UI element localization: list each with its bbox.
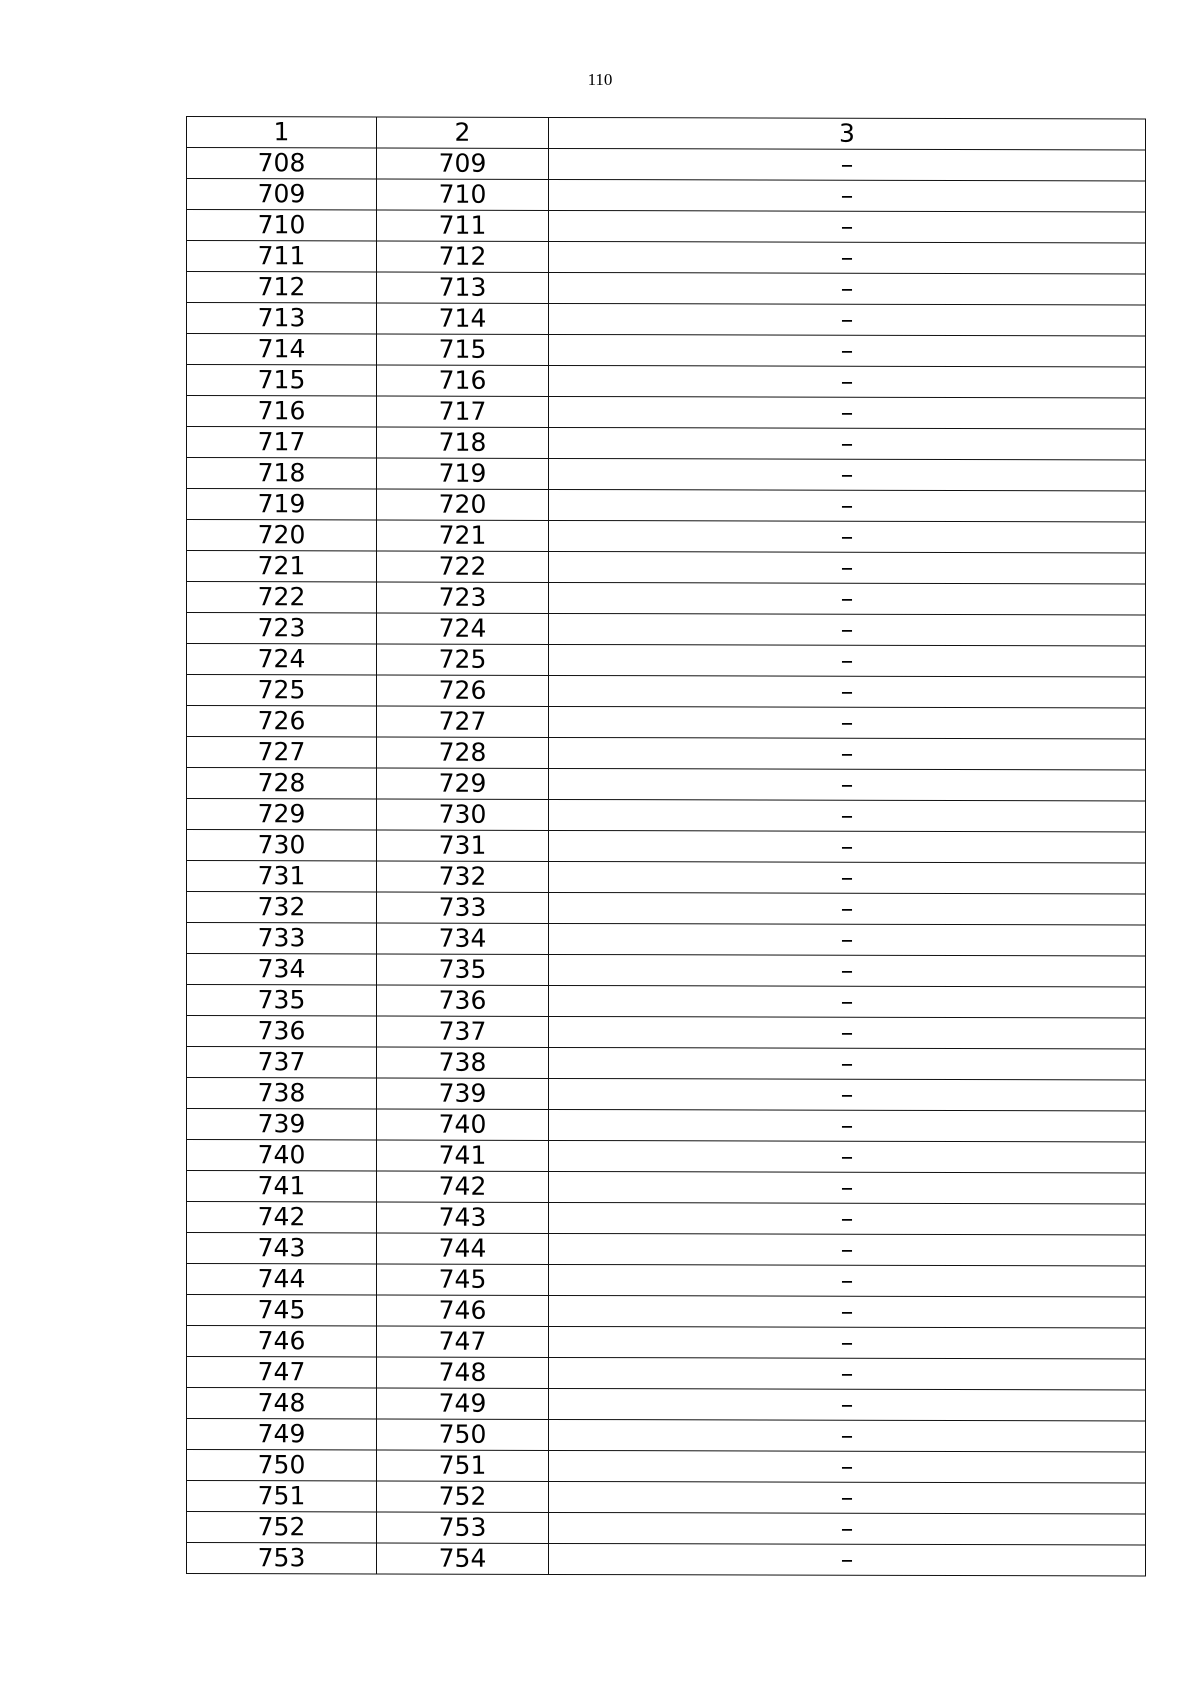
- table-cell-col3: [549, 520, 1146, 553]
- table-cell-col1: 733: [187, 923, 377, 954]
- dash-mark: –: [840, 1451, 854, 1481]
- table-cell-col2: 717: [377, 396, 549, 427]
- dash-mark: –: [840, 335, 854, 365]
- dash-mark: –: [840, 1482, 854, 1512]
- table-row: [187, 179, 1146, 213]
- table-cell-col1: 714: [187, 334, 377, 365]
- table-row: [187, 954, 1146, 988]
- table-cell-col2: 716: [377, 365, 549, 396]
- table-cell-col3: [549, 1233, 1146, 1266]
- table-row: [187, 892, 1146, 926]
- table-cell-col2: 750: [377, 1419, 549, 1450]
- dash-mark: –: [840, 707, 854, 737]
- table-row: [187, 706, 1146, 740]
- table-cell-col1: 718: [187, 458, 377, 489]
- table-cell-col3: [549, 923, 1146, 956]
- table-cell-col2: 709: [377, 148, 549, 179]
- table-cell-col3: [549, 582, 1146, 615]
- table-cell-col2: 730: [377, 799, 549, 830]
- table-cell-col1: 716: [187, 396, 377, 427]
- table-row: [187, 489, 1146, 523]
- table-row: [187, 396, 1146, 430]
- table-cell-col2: 727: [377, 706, 549, 737]
- table-cell-col2: 719: [377, 458, 549, 489]
- dash-mark: –: [840, 1141, 854, 1171]
- dash-mark: –: [840, 521, 854, 551]
- table-row: [187, 1512, 1146, 1546]
- table-cell-col1: 749: [187, 1419, 377, 1450]
- table-cell-col2: 723: [377, 582, 549, 613]
- table-cell-col1: 740: [187, 1140, 377, 1171]
- table-cell-col1: 724: [187, 644, 377, 675]
- dash-mark: –: [840, 862, 854, 892]
- table-cell-col3: [549, 1326, 1146, 1359]
- dash-mark: –: [840, 1358, 854, 1388]
- table-row: [187, 551, 1146, 585]
- table-cell-col3: [549, 1388, 1146, 1421]
- table-body: [187, 148, 1146, 1577]
- table-cell-col2: 728: [377, 737, 549, 768]
- table-row: [187, 1047, 1146, 1081]
- table-cell-col3: [549, 396, 1146, 429]
- table-cell-col3: [549, 334, 1146, 367]
- table-cell-col1: 728: [187, 768, 377, 799]
- dash-mark: –: [840, 1110, 854, 1140]
- dash-mark: –: [840, 955, 854, 985]
- dash-mark: –: [840, 1203, 854, 1233]
- table-cell-col3: [549, 179, 1146, 212]
- dash-mark: –: [840, 1234, 854, 1264]
- table-cell-col3: [549, 1357, 1146, 1390]
- dash-mark: –: [840, 800, 854, 830]
- dash-mark: –: [840, 1513, 854, 1543]
- table-cell-col3: [549, 148, 1146, 181]
- table-cell-col1: 722: [187, 582, 377, 613]
- table-cell-col1: 734: [187, 954, 377, 985]
- dash-mark: –: [840, 583, 854, 613]
- table-cell-col2: 729: [377, 768, 549, 799]
- table-row: [187, 1140, 1146, 1174]
- table-cell-col1: 736: [187, 1016, 377, 1047]
- table-row: [187, 458, 1146, 492]
- table-cell-col1: 747: [187, 1357, 377, 1388]
- table-cell-col2: 726: [377, 675, 549, 706]
- table-row: [187, 148, 1146, 182]
- table-cell-col2: 713: [377, 272, 549, 303]
- dash-mark: –: [840, 1265, 854, 1295]
- table-cell-col1: 720: [187, 520, 377, 551]
- table-row: [187, 520, 1146, 554]
- table-cell-col3: [549, 768, 1146, 801]
- table-cell-col3: [549, 458, 1146, 491]
- dash-mark: –: [840, 738, 854, 768]
- table-cell-col1: 741: [187, 1171, 377, 1202]
- table-cell-col3: [549, 210, 1146, 243]
- table-cell-col3: [549, 1016, 1146, 1049]
- table-cell-col3: [549, 1512, 1146, 1545]
- table-cell-col2: 739: [377, 1078, 549, 1109]
- table-cell-col3: [549, 1543, 1146, 1576]
- dash-mark: –: [840, 1420, 854, 1450]
- table-cell-col3: [549, 861, 1146, 894]
- table-row: [187, 1388, 1146, 1422]
- table-cell-col3: [549, 799, 1146, 832]
- table-cell-col2: 715: [377, 334, 549, 365]
- table-cell-col1: 715: [187, 365, 377, 396]
- table-cell-col1: 731: [187, 861, 377, 892]
- dash-mark: –: [840, 769, 854, 799]
- table-cell-col1: 725: [187, 675, 377, 706]
- table-cell-col2: 743: [377, 1202, 549, 1233]
- table-cell-col2: 720: [377, 489, 549, 520]
- table-cell-col1: 744: [187, 1264, 377, 1295]
- table-cell-col2: 754: [377, 1543, 549, 1574]
- table-row: [187, 1171, 1146, 1205]
- table-cell-col2: 733: [377, 892, 549, 923]
- table-row: [187, 272, 1146, 306]
- column-header-1: 1: [187, 117, 377, 148]
- table-cell-col1: 732: [187, 892, 377, 923]
- table-cell-col1: 746: [187, 1326, 377, 1357]
- table-cell-col2: 744: [377, 1233, 549, 1264]
- table-cell-col3: [549, 1202, 1146, 1235]
- table-row: [187, 1357, 1146, 1391]
- table-cell-col1: 729: [187, 799, 377, 830]
- table-cell-col2: 710: [377, 179, 549, 210]
- table-cell-col2: 711: [377, 210, 549, 241]
- table-cell-col2: 714: [377, 303, 549, 334]
- table-cell-col2: 722: [377, 551, 549, 582]
- dash-mark: –: [840, 645, 854, 675]
- table-cell-col3: [549, 675, 1146, 708]
- dash-mark: –: [840, 304, 854, 334]
- dash-mark: –: [840, 1389, 854, 1419]
- dash-mark: –: [840, 1327, 854, 1357]
- table-cell-col3: [549, 1295, 1146, 1328]
- table-cell-col1: 710: [187, 210, 377, 241]
- table-row: [187, 210, 1146, 244]
- table-row: [187, 799, 1146, 833]
- table-cell-col2: 749: [377, 1388, 549, 1419]
- table-cell-col2: 745: [377, 1264, 549, 1295]
- table-cell-col2: 736: [377, 985, 549, 1016]
- table-cell-col2: 746: [377, 1295, 549, 1326]
- dash-mark: –: [840, 986, 854, 1016]
- table-cell-col2: 752: [377, 1481, 549, 1512]
- dash-mark: –: [840, 149, 854, 179]
- table-cell-col1: 737: [187, 1047, 377, 1078]
- table-cell-col1: 745: [187, 1295, 377, 1326]
- dash-mark: –: [840, 428, 854, 458]
- table-cell-col2: 737: [377, 1016, 549, 1047]
- table-cell-col3: [549, 1109, 1146, 1142]
- table-cell-col3: [549, 613, 1146, 646]
- table-cell-col1: 709: [187, 179, 377, 210]
- table-cell-col1: 721: [187, 551, 377, 582]
- table-cell-col1: 753: [187, 1543, 377, 1574]
- table-row: [187, 1202, 1146, 1236]
- dash-mark: –: [840, 180, 854, 210]
- dash-mark: –: [840, 242, 854, 272]
- table-cell-col2: 741: [377, 1140, 549, 1171]
- table-cell-col3: [549, 1171, 1146, 1204]
- table-cell-col2: 742: [377, 1171, 549, 1202]
- table-cell-col2: 725: [377, 644, 549, 675]
- table-cell-col1: 751: [187, 1481, 377, 1512]
- table-cell-col1: 742: [187, 1202, 377, 1233]
- table-cell-col3: [549, 1419, 1146, 1452]
- table-row: [187, 582, 1146, 616]
- table-cell-col1: 708: [187, 148, 377, 179]
- column-header-2: 2: [377, 117, 549, 148]
- table-cell-col1: 727: [187, 737, 377, 768]
- table-cell-col2: 721: [377, 520, 549, 551]
- table-cell-col1: 726: [187, 706, 377, 737]
- dash-mark: –: [840, 924, 854, 954]
- table-cell-col3: [549, 985, 1146, 1018]
- table-cell-col3: [549, 644, 1146, 677]
- dash-mark: –: [840, 676, 854, 706]
- table-cell-col3: [549, 1450, 1146, 1483]
- table-cell-col1: 738: [187, 1078, 377, 1109]
- table-cell-col3: [549, 1481, 1146, 1514]
- dash-mark: –: [840, 490, 854, 520]
- table-row: [187, 1233, 1146, 1267]
- dash-mark: –: [840, 273, 854, 303]
- table-row: [187, 985, 1146, 1019]
- dash-mark: –: [840, 366, 854, 396]
- table-cell-col3: [549, 1078, 1146, 1111]
- table-cell-col3: [549, 365, 1146, 398]
- table-cell-col3: [549, 489, 1146, 522]
- table-row: [187, 768, 1146, 802]
- table-row: [187, 1078, 1146, 1112]
- dash-mark: –: [840, 1544, 854, 1574]
- table-cell-col1: 752: [187, 1512, 377, 1543]
- dash-mark: –: [840, 552, 854, 582]
- table-cell-col1: 750: [187, 1450, 377, 1481]
- table-cell-col3: [549, 830, 1146, 863]
- table-row: [187, 1543, 1146, 1577]
- table-cell-col2: 724: [377, 613, 549, 644]
- dash-mark: –: [840, 831, 854, 861]
- table-row: [187, 1481, 1146, 1515]
- table-cell-col3: [549, 706, 1146, 739]
- table-cell-col3: [549, 1140, 1146, 1173]
- table-cell-col2: 738: [377, 1047, 549, 1078]
- table-cell-col3: [549, 1047, 1146, 1080]
- table-cell-col2: 748: [377, 1357, 549, 1388]
- table-cell-col2: 751: [377, 1450, 549, 1481]
- table-row: [187, 923, 1146, 957]
- table-row: [187, 365, 1146, 399]
- table-cell-col3: [549, 954, 1146, 987]
- table-cell-col3: [549, 892, 1146, 925]
- dash-mark: –: [840, 614, 854, 644]
- table-cell-col3: [549, 303, 1146, 336]
- table-row: [187, 1016, 1146, 1050]
- table-cell-col1: 723: [187, 613, 377, 644]
- table-cell-col2: 740: [377, 1109, 549, 1140]
- table-cell-col2: 712: [377, 241, 549, 272]
- table-cell-col2: 731: [377, 830, 549, 861]
- table-row: [187, 241, 1146, 275]
- data-table: [186, 116, 1146, 1577]
- table-row: [187, 1264, 1146, 1298]
- table-cell-col1: 712: [187, 272, 377, 303]
- table-cell-col3: [549, 551, 1146, 584]
- dash-mark: –: [840, 1296, 854, 1326]
- table-header-row: [187, 117, 1146, 151]
- dash-mark: –: [840, 1048, 854, 1078]
- table-cell-col1: 748: [187, 1388, 377, 1419]
- table-row: [187, 334, 1146, 368]
- table-row: [187, 1109, 1146, 1143]
- dash-mark: –: [840, 459, 854, 489]
- table-cell-col1: 730: [187, 830, 377, 861]
- table-row: [187, 427, 1146, 461]
- dash-mark: –: [840, 1079, 854, 1109]
- table-row: [187, 1450, 1146, 1484]
- table-cell-col2: 718: [377, 427, 549, 458]
- table-cell-col1: 719: [187, 489, 377, 520]
- table-row: [187, 303, 1146, 337]
- table-cell-col2: 734: [377, 923, 549, 954]
- table-cell-col3: [549, 737, 1146, 770]
- table-row: [187, 644, 1146, 678]
- dash-mark: –: [840, 893, 854, 923]
- table-row: [187, 675, 1146, 709]
- table-row: [187, 861, 1146, 895]
- table-row: [187, 1295, 1146, 1329]
- table-row: [187, 737, 1146, 771]
- table-cell-col1: 739: [187, 1109, 377, 1140]
- table-cell-col2: 735: [377, 954, 549, 985]
- table-cell-col3: [549, 272, 1146, 305]
- table-cell-col1: 735: [187, 985, 377, 1016]
- table-cell-col3: [549, 241, 1146, 274]
- table-cell-col3: [549, 1264, 1146, 1297]
- table-row: [187, 1326, 1146, 1360]
- page-number: 110: [587, 70, 613, 89]
- table-cell-col2: 747: [377, 1326, 549, 1357]
- table-cell-col1: 713: [187, 303, 377, 334]
- dash-mark: –: [840, 1017, 854, 1047]
- dash-mark: –: [840, 211, 854, 241]
- table-row: [187, 830, 1146, 864]
- table-cell-col3: [549, 427, 1146, 460]
- table-cell-col2: 753: [377, 1512, 549, 1543]
- table-cell-col2: 732: [377, 861, 549, 892]
- table-row: [187, 1419, 1146, 1453]
- table-cell-col1: 717: [187, 427, 377, 458]
- table-cell-col1: 711: [187, 241, 377, 272]
- table-cell-col1: 743: [187, 1233, 377, 1264]
- dash-mark: –: [840, 1172, 854, 1202]
- column-header-3: 3: [549, 117, 1146, 150]
- table-row: [187, 613, 1146, 647]
- dash-mark: –: [840, 397, 854, 427]
